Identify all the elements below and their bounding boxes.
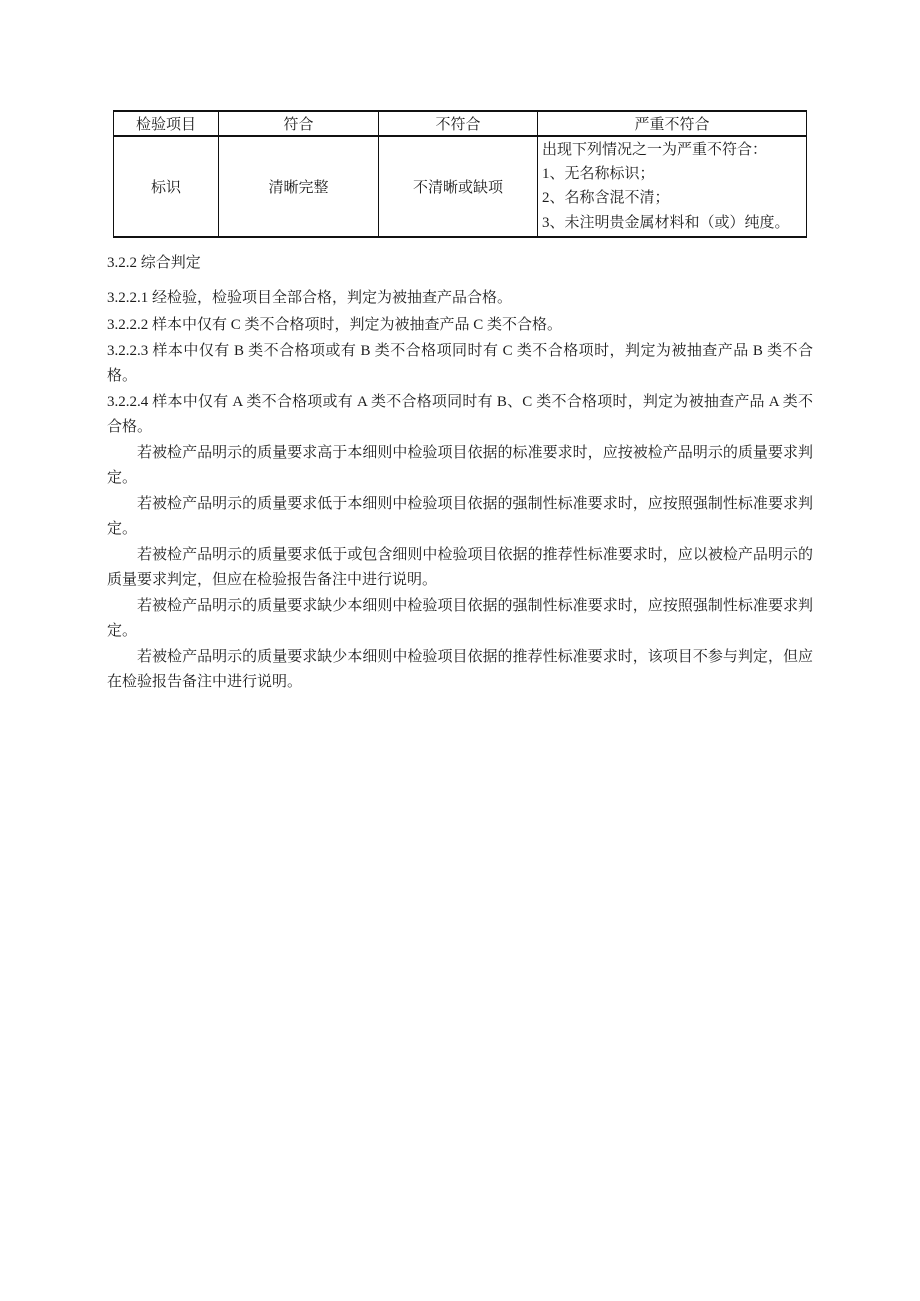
cell-severe-nonconform (538, 136, 807, 237)
table-header-row (114, 111, 807, 136)
table-row (114, 136, 807, 237)
paragraph-lower-recommended: 若被检产品明示的质量要求低于或包含细则中检验项目依据的推荐性标准要求时，应以被检产品明示的质量要求判定，但应在检验报告备注中进行说明。 (107, 547, 813, 588)
header-inspection-item: 检验项目 (114, 111, 219, 136)
inspection-criteria-table (113, 110, 807, 238)
cell-conform: 清晰完整 (219, 136, 379, 237)
paragraph-higher-requirement: 若被检产品明示的质量要求高于本细则中检验项目依据的标准要求时，应按被检产品明示的质量要求判定。 (107, 445, 813, 486)
paragraph-missing-mandatory: 若被检产品明示的质量要求缺少本细则中检验项目依据的强制性标准要求时，应按照强制性标准要求判定。 (107, 598, 813, 639)
header-conform: 符合 (219, 111, 379, 136)
document-page (107, 110, 813, 696)
paragraph-missing-recommended: 若被检产品明示的质量要求缺少本细则中检验项目依据的推荐性标准要求时，该项目不参与判定，但应在检验报告备注中进行说明。 (107, 649, 813, 690)
paragraph-3221: 3.2.2.1 经检验，检验项目全部合格，判定为被抽查产品合格。 (107, 290, 513, 307)
section-heading: 3.2.2 综合判定 (107, 254, 201, 271)
header-nonconform: 不符合 (379, 111, 538, 136)
severe-intro: 出现下列情况之一为严重不符合： (542, 142, 768, 158)
paragraph-3222: 3.2.2.2 样本中仅有 C 类不合格项时，判定为被抽查产品 C 类不合格。 (107, 316, 563, 333)
paragraph-lower-mandatory: 若被检产品明示的质量要求低于本细则中检验项目依据的强制性标准要求时，应按照强制性标准要求判定。 (107, 496, 813, 537)
severe-item-1: 1、无名称标识； (542, 166, 655, 183)
severe-item-2: 2、名称含混不清； (542, 190, 670, 207)
paragraph-3223: 3.2.2.3 样本中仅有 B 类不合格项或有 B 类不合格项同时有 C 类不合格项时，判定为被抽查产品 B 类不合格。 (107, 343, 813, 384)
cell-nonconform: 不清晰或缺项 (379, 136, 538, 237)
severe-item-3: 3、未注明贵金属材料和（或）纯度。 (542, 214, 790, 231)
cell-inspection-item: 标识 (114, 136, 219, 237)
body-text (107, 251, 813, 695)
header-severe-nonconform: 严重不符合 (538, 111, 807, 136)
paragraph-3224: 3.2.2.4 样本中仅有 A 类不合格项或有 A 类不合格项同时有 B、C 类不合格项时，判定为被抽查产品 A 类不合格。 (107, 394, 813, 435)
